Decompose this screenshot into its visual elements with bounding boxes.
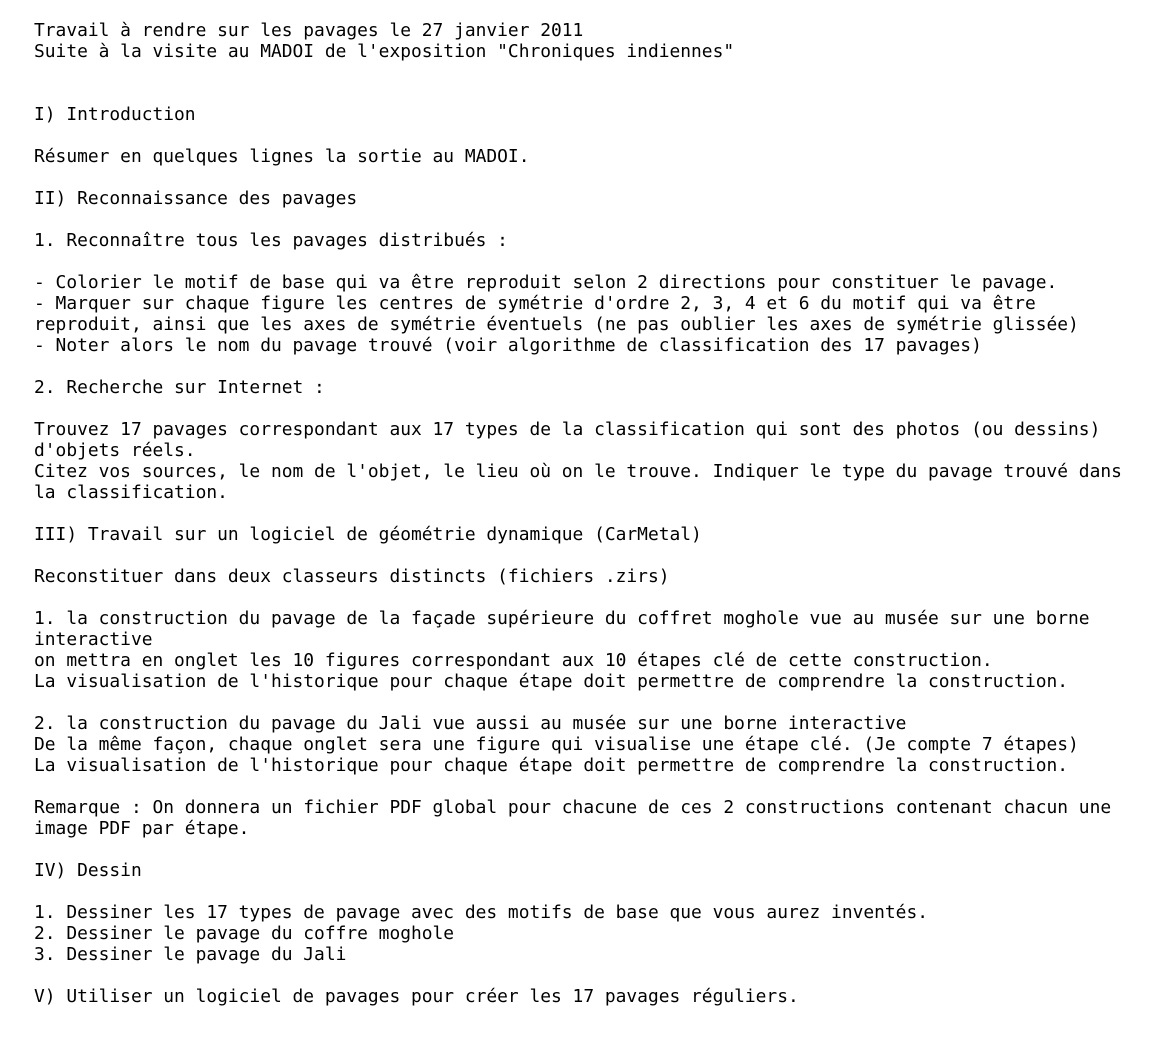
list-item: - Marquer sur chaque figure les centres de symétrie d'ordre 2, 3, 4 et 6 du motif qui va être (34, 293, 1036, 314)
list-item-continuation: reproduit, ainsi que les axes de symétrie éventuels (ne pas oublier les axes de symétrie glissée) (34, 314, 1079, 335)
paragraph-line: on mettra en onglet les 10 figures correspondant aux 10 étapes clé de cette construction. (34, 650, 993, 671)
paragraph-line: d'objets réels. (34, 440, 196, 461)
list-item: - Colorier le motif de base qui va être reproduit selon 2 directions pour constituer le pavage. (34, 272, 1058, 293)
section-heading-reconnaissance: II) Reconnaissance des pavages (34, 188, 358, 209)
paragraph-line: La visualisation de l'historique pour chaque étape doit permettre de comprendre la construction. (34, 671, 1069, 692)
section-heading-dessin: IV) Dessin (34, 860, 142, 881)
list-item: 1. Dessiner les 17 types de pavage avec des motifs de base que vous aurez inventés. (34, 902, 928, 923)
list-item: 2. Dessiner le pavage du coffre moghole (34, 923, 455, 944)
paragraph-line: Citez vos sources, le nom de l'objet, le lieu où on le trouve. Indiquer le type du pavage trouvé dans (34, 461, 1122, 482)
paragraph-line: Résumer en quelques lignes la sortie au MADOI. (34, 146, 530, 167)
list-item: 3. Dessiner le pavage du Jali (34, 944, 347, 965)
paragraph-line: De la même façon, chaque onglet sera une figure qui visualise une étape clé. (Je compte 7 étapes) (34, 734, 1079, 755)
section-heading-carmetal: III) Travail sur un logiciel de géométrie dynamique (CarMetal) (34, 524, 702, 545)
section-heading-logiciel: V) Utiliser un logiciel de pavages pour créer les 17 pavages réguliers. (34, 986, 799, 1007)
paragraph-line: Trouvez 17 pavages correspondant aux 17 types de la classification qui sont des photos (ou dessins) (34, 419, 1101, 440)
paragraph-line: La visualisation de l'historique pour chaque étape doit permettre de comprendre la construction. (34, 755, 1069, 776)
remark-line: Remarque : On donnera un fichier PDF global pour chacune de ces 2 constructions contenant chacun une (34, 797, 1112, 818)
paragraph-line: la classification. (34, 482, 228, 503)
paragraph-line: 1. la construction du pavage de la façade supérieure du coffret moghole vue au musée sur une borne (34, 608, 1090, 629)
document-title: Travail à rendre sur les pavages le 27 janvier 2011 (34, 20, 584, 41)
paragraph-line: 2. la construction du pavage du Jali vue aussi au musée sur une borne interactive (34, 713, 907, 734)
remark-line: image PDF par étape. (34, 818, 250, 839)
section-heading-introduction: I) Introduction (34, 104, 196, 125)
subsection-heading: 2. Recherche sur Internet : (34, 377, 325, 398)
paragraph-line: interactive (34, 629, 153, 650)
list-item: - Noter alors le nom du pavage trouvé (voir algorithme de classification des 17 pavages) (34, 335, 982, 356)
text-document (34, 20, 1122, 1007)
document-subtitle: Suite à la visite au MADOI de l'exposition "Chroniques indiennes" (34, 41, 735, 62)
subsection-heading: 1. Reconnaître tous les pavages distribués : (34, 230, 508, 251)
paragraph-line: Reconstituer dans deux classeurs distincts (fichiers .zirs) (34, 566, 670, 587)
